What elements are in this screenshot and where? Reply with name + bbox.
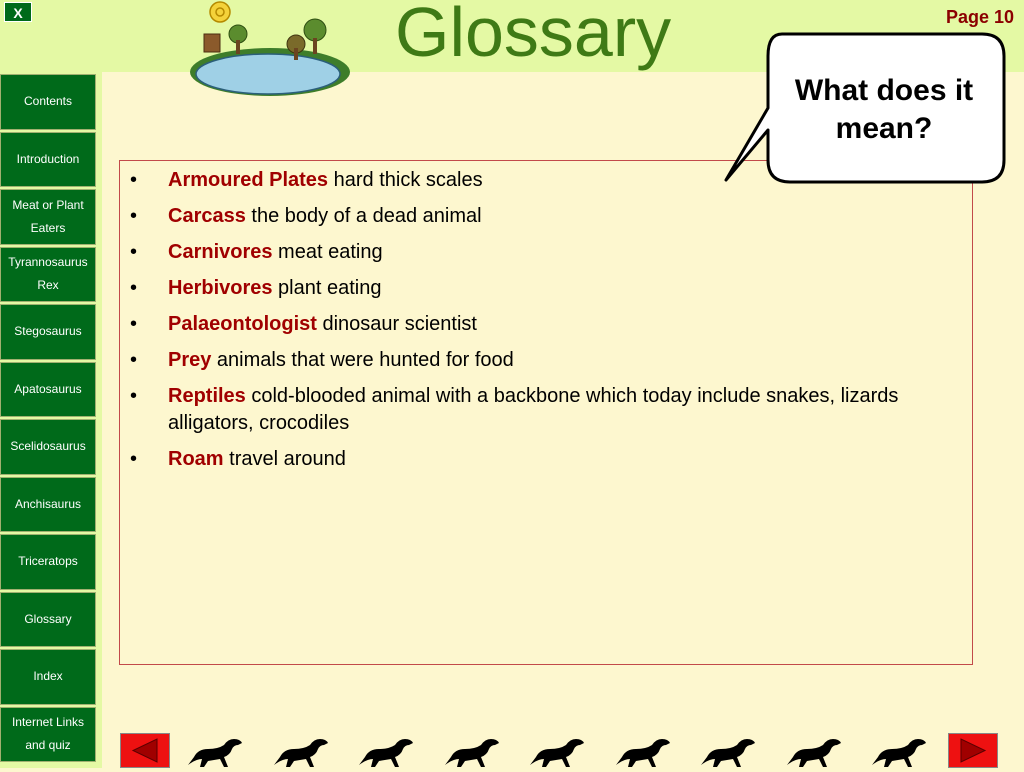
close-button[interactable]: X bbox=[4, 2, 32, 22]
dinosaur-icon bbox=[355, 735, 417, 769]
nav-contents[interactable]: Contents bbox=[0, 74, 96, 130]
previous-page-button[interactable] bbox=[120, 733, 170, 768]
dinosaur-icon bbox=[612, 735, 674, 769]
glossary-definition: cold-blooded animal with a backbone which today include snakes, lizards alligators, crocodiles bbox=[168, 385, 899, 434]
page-number: Page 10 bbox=[945, 7, 1014, 27]
dinosaur-icon bbox=[270, 735, 332, 769]
glossary-term: Herbivores bbox=[168, 277, 273, 299]
nav-glossary[interactable]: Glossary bbox=[0, 592, 96, 648]
glossary-definition: travel around bbox=[223, 448, 346, 470]
glossary-item bbox=[120, 239, 972, 266]
nav-internet-links-and-quiz[interactable]: Internet Links and quiz bbox=[0, 707, 96, 763]
dinosaur-icon bbox=[184, 735, 246, 769]
glossary-definition: the body of a dead animal bbox=[245, 205, 482, 227]
glossary-item bbox=[120, 311, 972, 338]
nav-triceratops[interactable]: Triceratops bbox=[0, 534, 96, 590]
speech-bubble-text: What does it mean? bbox=[794, 74, 974, 145]
glossary-list bbox=[120, 161, 972, 473]
nav-stegosaurus[interactable]: Stegosaurus bbox=[0, 304, 96, 360]
nav-scelidosaurus[interactable]: Scelidosaurus bbox=[0, 419, 96, 475]
glossary-item bbox=[120, 383, 972, 437]
lake-clipart bbox=[178, 0, 358, 100]
right-triangle-icon bbox=[949, 734, 997, 767]
nav-introduction[interactable]: Introduction bbox=[0, 132, 96, 188]
nav-meat-or-plant-eaters[interactable]: Meat or Plant Eaters bbox=[0, 189, 96, 245]
bullet: • bbox=[130, 169, 138, 191]
glossary-term: Roam bbox=[168, 448, 224, 470]
left-triangle-icon bbox=[121, 734, 169, 767]
glossary-panel bbox=[119, 160, 973, 665]
bullet: • bbox=[130, 313, 138, 335]
bullet: • bbox=[130, 448, 138, 470]
dinosaur-icon bbox=[441, 735, 503, 769]
glossary-item bbox=[120, 446, 972, 473]
bullet: • bbox=[130, 349, 138, 371]
dinosaur-icon bbox=[526, 735, 588, 769]
dinosaur-icon bbox=[697, 735, 759, 769]
bullet: • bbox=[130, 205, 138, 227]
nav-tyrannosaurus-rex[interactable]: Tyrannosaurus Rex bbox=[0, 247, 96, 303]
nav-index[interactable]: Index bbox=[0, 649, 96, 705]
glossary-definition: plant eating bbox=[272, 277, 382, 299]
page-title: Glossary bbox=[395, 0, 672, 71]
glossary-term: Armoured Plates bbox=[168, 169, 329, 191]
bullet: • bbox=[130, 385, 138, 407]
glossary-definition: hard thick scales bbox=[328, 169, 483, 191]
glossary-definition: dinosaur scientist bbox=[316, 313, 477, 335]
nav-apatosaurus[interactable]: Apatosaurus bbox=[0, 362, 96, 418]
glossary-term: Carcass bbox=[168, 205, 246, 227]
glossary-definition: meat eating bbox=[272, 241, 383, 263]
glossary-term: Prey bbox=[168, 349, 212, 371]
glossary-item bbox=[120, 275, 972, 302]
glossary-definition: animals that were hunted for food bbox=[211, 349, 514, 371]
bullet: • bbox=[130, 241, 138, 263]
glossary-term: Palaeontologist bbox=[168, 313, 317, 335]
dinosaur-icon bbox=[783, 735, 845, 769]
next-page-button[interactable] bbox=[948, 733, 998, 768]
glossary-item bbox=[120, 203, 972, 230]
dinosaur-icon bbox=[868, 735, 930, 769]
page-navigation bbox=[120, 733, 1000, 769]
navigation-menu bbox=[0, 74, 98, 764]
nav-anchisaurus[interactable]: Anchisaurus bbox=[0, 477, 96, 533]
bullet: • bbox=[130, 277, 138, 299]
glossary-term: Reptiles bbox=[168, 385, 246, 407]
glossary-term: Carnivores bbox=[168, 241, 273, 263]
glossary-item bbox=[120, 347, 972, 374]
